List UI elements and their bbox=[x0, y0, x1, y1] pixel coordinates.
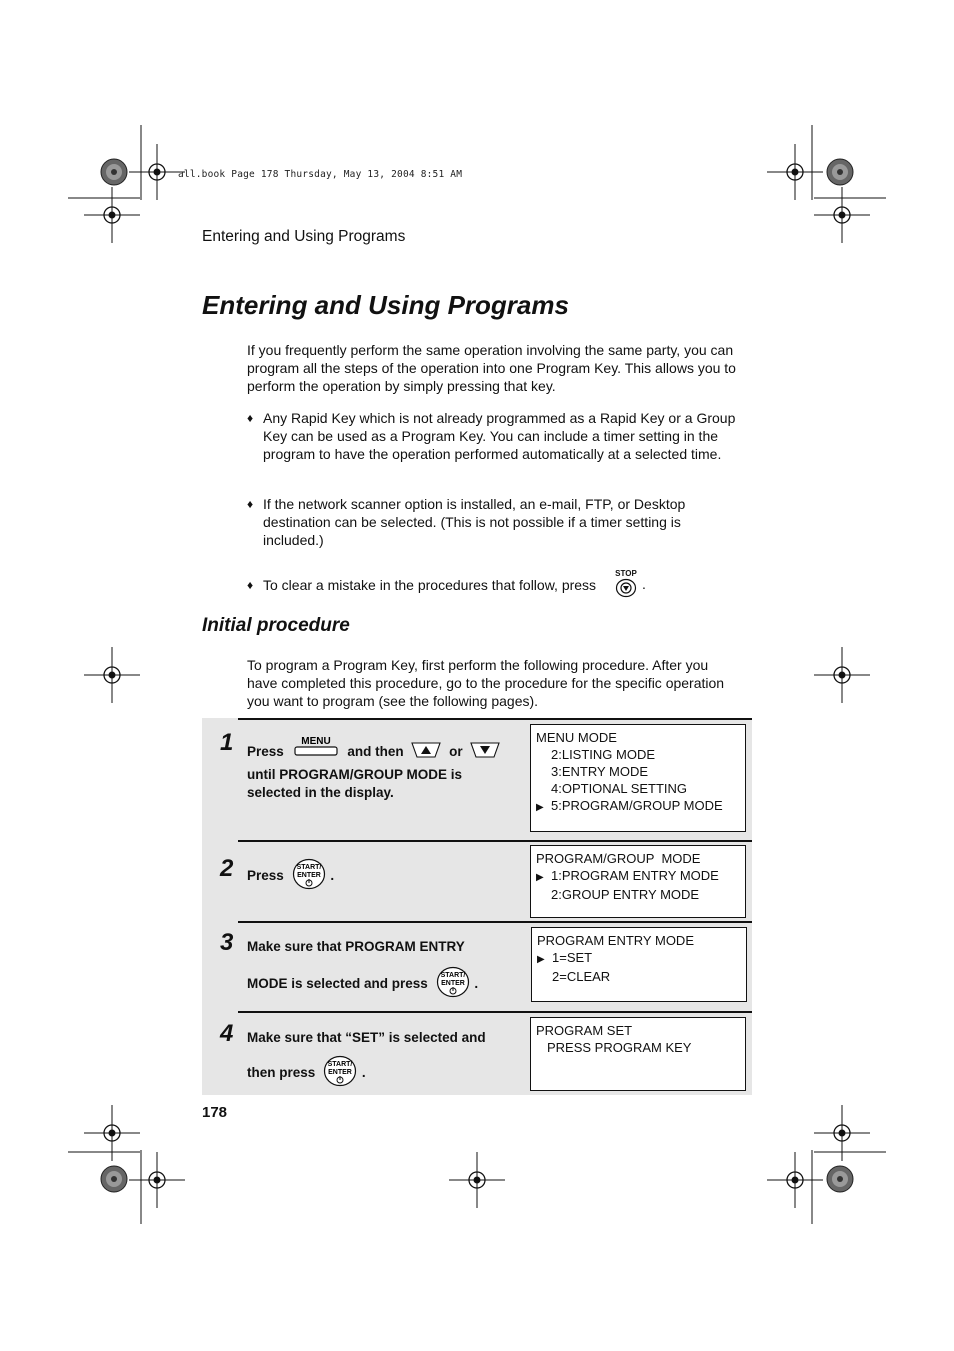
display-line: PRESS PROGRAM KEY bbox=[547, 1040, 692, 1055]
step-divider bbox=[238, 1011, 752, 1013]
stop-button-icon bbox=[615, 578, 637, 598]
display-line: MENU MODE bbox=[536, 730, 617, 745]
stop-key-icon bbox=[612, 569, 640, 603]
start-enter-key-icon bbox=[323, 1055, 357, 1092]
cursor-arrow-icon: ▶ bbox=[536, 802, 544, 813]
step-text: . bbox=[361, 1065, 366, 1081]
display-line: 4:OPTIONAL SETTING bbox=[551, 781, 688, 796]
up-arrow-key-icon bbox=[411, 742, 441, 763]
step-text: MODE is selected and press bbox=[247, 976, 428, 992]
step-number: 3 bbox=[220, 929, 234, 956]
bullet-text: Any Rapid Key which is not already programmed as a Rapid Key or a Group Key can be used as a Program Key. You can include a timer setting in the program to have the operation performed automatically at a selected time. bbox=[263, 410, 736, 462]
display-panel bbox=[530, 724, 746, 832]
step-text: . bbox=[474, 976, 479, 992]
enter-key-label: ENTER bbox=[296, 872, 321, 879]
display-panel bbox=[530, 845, 746, 918]
page-title: Entering and Using Programs bbox=[202, 290, 569, 320]
step-text: . bbox=[330, 868, 335, 884]
display-line: PROGRAM SET bbox=[536, 1023, 633, 1038]
step-text: or bbox=[449, 744, 463, 760]
step-text: Press bbox=[247, 868, 284, 884]
bullet-text: If the network scanner option is installed, an e-mail, FTP, or Desktop destination can be selected. (This is not possible if a timer setting is included.) bbox=[263, 496, 686, 548]
print-info: all.book Page 178 Thursday, May 13, 2004 8:51 AM bbox=[178, 169, 463, 180]
intro-paragraph: If you frequently perform the same operation involving the same party, you can program all the steps of the operation into one Program Key. This allows you to perform the operation by simply pressing that key. bbox=[247, 342, 736, 394]
cursor-arrow-icon: ▶ bbox=[537, 954, 545, 965]
diamond-bullet-icon: ♦ bbox=[247, 497, 254, 511]
display-line: 3:ENTRY MODE bbox=[551, 764, 649, 779]
bullet-text: To clear a mistake in the procedures that follow, press bbox=[263, 577, 597, 593]
down-arrow-key-icon bbox=[470, 742, 500, 763]
procedure-intro: To program a Program Key, first perform the following procedure. After you have completed this procedure, go to the procedure for the specific operation you want to program (see the following pages). bbox=[247, 657, 725, 709]
menu-key-label: MENU bbox=[300, 736, 331, 747]
bullet-item bbox=[247, 409, 742, 484]
display-line: 2:LISTING MODE bbox=[551, 747, 656, 762]
start-key-label: START/ bbox=[296, 864, 321, 871]
step-1-text bbox=[247, 736, 517, 802]
section-subheading: Initial procedure bbox=[202, 615, 350, 636]
cursor-arrow-icon: ▶ bbox=[536, 872, 544, 883]
display-line: 1:PROGRAM ENTRY MODE bbox=[551, 868, 719, 883]
step-text: Press bbox=[247, 744, 284, 760]
display-line: 2:GROUP ENTRY MODE bbox=[551, 887, 700, 902]
display-line: 1=SET bbox=[552, 950, 593, 965]
start-key-label: START/ bbox=[440, 972, 465, 979]
display-line: 5:PROGRAM/GROUP MODE bbox=[551, 798, 723, 813]
step-divider bbox=[238, 718, 752, 720]
diamond-bullet-icon: ♦ bbox=[247, 411, 254, 425]
display-panel bbox=[531, 927, 747, 1002]
step-text: and then bbox=[347, 744, 404, 760]
step-text: selected in the display. bbox=[247, 785, 394, 800]
step-number: 1 bbox=[220, 729, 234, 756]
start-enter-key-icon bbox=[292, 858, 326, 895]
step-number: 4 bbox=[220, 1020, 234, 1047]
start-enter-key-icon bbox=[436, 966, 470, 1003]
step-divider bbox=[238, 840, 752, 842]
step-text: then press bbox=[247, 1065, 316, 1081]
page-number: 178 bbox=[202, 1104, 228, 1121]
display-line: 2=CLEAR bbox=[552, 969, 611, 984]
step-4-text bbox=[247, 1029, 486, 1092]
bullet-item bbox=[247, 495, 742, 551]
display-panel bbox=[530, 1017, 746, 1091]
start-key-label: START/ bbox=[327, 1061, 353, 1068]
stop-bullet-end: . bbox=[642, 576, 646, 592]
step-2-text bbox=[247, 858, 334, 895]
step-text: Make sure that PROGRAM ENTRY bbox=[247, 939, 465, 954]
menu-key-icon bbox=[294, 735, 338, 762]
enter-key-label: ENTER bbox=[328, 1069, 352, 1076]
diamond-bullet-icon: ♦ bbox=[247, 578, 254, 592]
display-line: PROGRAM ENTRY MODE bbox=[537, 933, 694, 948]
step-text: Make sure that “SET” is selected and bbox=[247, 1030, 486, 1045]
step-text: until PROGRAM/GROUP MODE is bbox=[247, 767, 463, 782]
display-line: PROGRAM/GROUP MODE bbox=[536, 851, 701, 866]
running-header: Entering and Using Programs bbox=[202, 228, 406, 245]
stop-key-label: STOP bbox=[615, 569, 637, 578]
step-number: 2 bbox=[220, 855, 234, 882]
enter-key-label: ENTER bbox=[440, 980, 465, 987]
bullet-item-stop bbox=[247, 576, 667, 596]
step-3-text bbox=[247, 938, 478, 1003]
step-divider bbox=[238, 921, 752, 923]
